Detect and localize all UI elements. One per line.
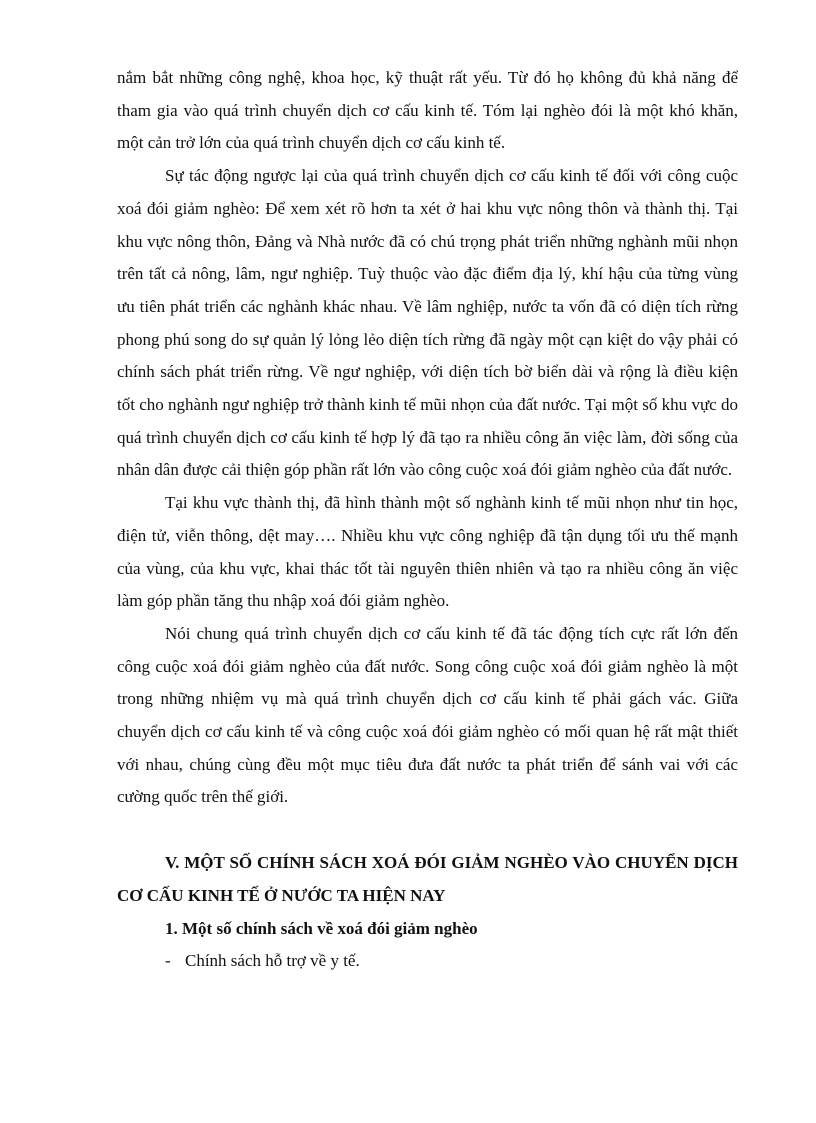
bullet-marker: -: [165, 951, 171, 971]
document-page: [117, 62, 738, 978]
section-heading: V. MỘT SỐ CHÍNH SÁCH XOÁ ĐÓI GIẢM NGHÈO VÀO CHUYỂN DỊCH CƠ CẤU KINH TẾ Ở NƯỚC TA HIỆN NAY: [117, 853, 738, 905]
paragraph-conclusion: Nói chung quá trình chuyển dịch cơ cấu kinh tế đã tác động tích cực rất lớn đến công cuộc xoá đói giảm nghèo của đất nước. Song công cuộc xoá đói giảm nghèo là một trong những nhiệm vụ mà quá trình chuyển dịch cơ cấu kinh tế phải gách vác. Giữa chuyển dịch cơ cấu kinh tế và công cuộc xoá đói giảm nghèo có mối quan hệ rất mật thiết với nhau, chúng cùng đều một mục tiêu đưa đất nước ta phát triển để sánh vai với các cường quốc trên thế giới.: [117, 623, 738, 807]
subsection-heading: 1. Một số chính sách về xoá đói giảm nghèo: [165, 918, 478, 938]
paragraph-reverse-impact: Sự tác động ngược lại của quá trình chuyển dịch cơ cấu kinh tế đối với công cuộc xoá đói giảm nghèo: Để xem xét rõ hơn ta xét ở hai khu vực nông thôn và thành thị. Tại khu vực nông thôn, Đảng và Nhà nước đã có chú trọng phát triển những nghành mũi nhọn trên tất cả nông, lâm, ngư nghiệp. Tuỳ thuộc vào đặc điểm địa lý, khí hậu của từng vùng ưu tiên phát triển các nghành khác nhau. Về lâm nghiệp, nước ta vốn đã có diện tích rừng phong phú song do sự quản lý lỏng lẻo diện tích rừng đã ngày một cạn kiệt do vậy phải có chính sách phát triển rừng. Về ngư nghiệp, với diện tích bờ biển dài và rộng là điều kiện tốt cho nghành ngư nghiệp trở thành kinh tế mũi nhọn của đất nước. Tại một số khu vực do quá trình chuyển dịch cơ cấu kinh tế hợp lý đã tạo ra nhiều công ăn việc làm, đời sống của nhân dân được cải thiện góp phần rất lớn vào công cuộc xoá đói giảm nghèo của đất nước.: [117, 166, 738, 480]
paragraph-urban-area: Tại khu vực thành thị, đã hình thành một số nghành kinh tế mũi nhọn như tin học, điện tử, viễn thông, dệt may…. Nhiều khu vực công nghiệp đã tận dụng tối ưu thế mạnh của vùng, của khu vực, khai thác tốt tài nguyên thiên nhiên và tạo ra nhiều công ăn việc làm góp phần tăng thu nhập xoá đói giảm nghèo.: [117, 493, 738, 611]
bullet-item-text: Chính sách hỗ trợ về y tế.: [185, 951, 360, 971]
bullet-item: [117, 945, 738, 978]
paragraph-continuation: nắm bắt những công nghệ, khoa học, kỹ thuật rất yếu. Từ đó họ không đủ khả năng để tham gia vào quá trình chuyển dịch cơ cấu kinh tế. Tóm lại nghèo đói là một khó khăn, một cản trở lớn của quá trình chuyển dịch cơ cấu kinh tế.: [117, 68, 738, 153]
